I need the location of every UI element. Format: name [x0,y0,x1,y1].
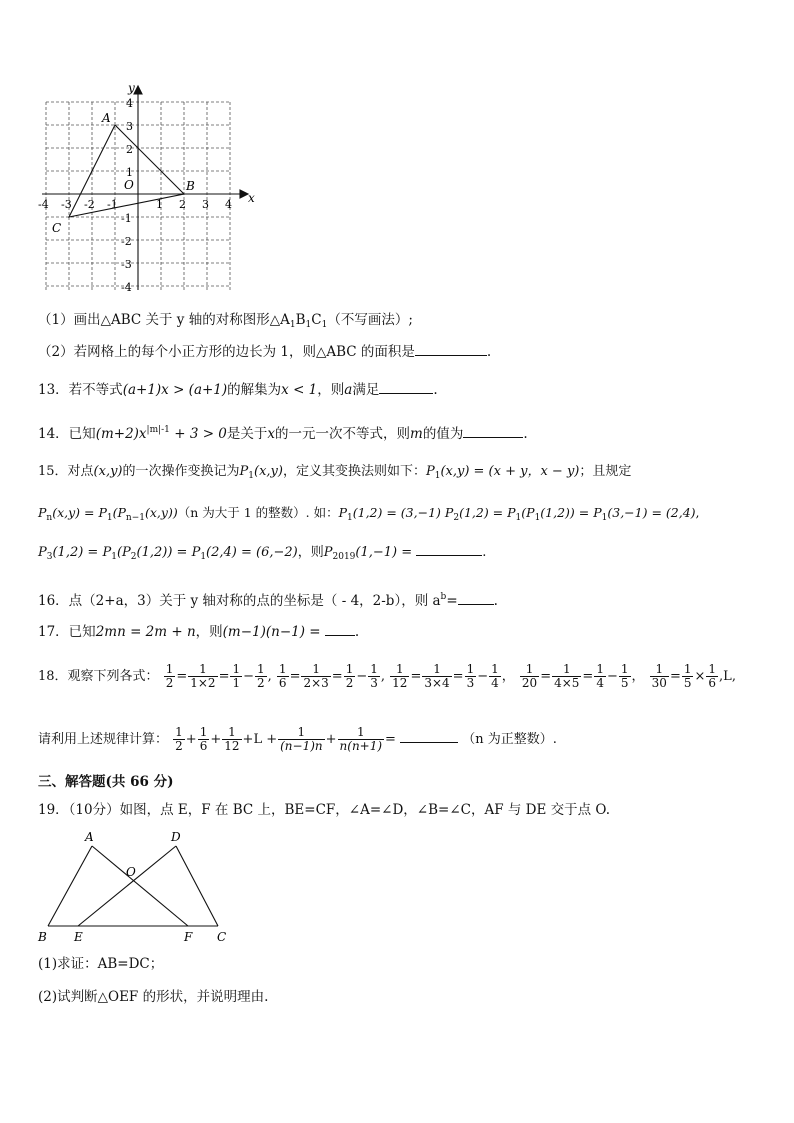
y-tick: 3 [126,120,133,133]
question-19-sub2: (2)试判断△OEF 的形状，并说明理由. [38,989,269,1005]
y-tick: 1 [126,166,133,179]
y-tick-labels [121,97,133,294]
label-a: A [85,830,94,844]
label-b: B [38,930,47,944]
answer-blank[interactable] [325,623,355,636]
question-18-line2: 请利用上述规律计算： $\frac{1}{2}$ + $\frac{1}{6}$ + $\frac{1}{12}$ +L + $\frac{1}{(n-1)n}$ + $\frac{1}{n(n+1)}$ = （n 为正整数）. [38,725,557,753]
q12-part2: （2）若网格上的每个小正方形的边长为 1，则△ABC 的面积是 . [38,344,492,360]
label-d: D [171,830,181,844]
y-tick: -2 [121,235,132,248]
origin-label: O [124,178,134,192]
x-tick: -2 [84,198,95,211]
question-13: 13．若不等式(a+1)x > (a+1)的解集为x < 1，则a满足 . [38,382,438,398]
answer-blank[interactable] [379,381,433,394]
answer-blank[interactable] [458,592,494,605]
label-f: F [184,930,193,944]
question-15-line3: $P_3(1,2) = P_1(P_2(1,2)) = P_1(2,4) = (6,-2)$，则$P_{2019}(1,-1)$ = . [38,545,487,562]
question-19-sub1: (1)求证：AB=DC； [38,956,164,972]
question-17: 17．已知2mn = 2m + n，则(m−1)(n−1) = . [38,624,360,640]
point-label-c: C [52,221,62,235]
y-tick: 2 [126,143,133,156]
x-tick-labels [38,198,232,211]
point-label-a: A [102,111,111,125]
point-label-b: B [186,179,195,193]
axes [42,86,248,290]
question-19: 19．（10分）如图，点 E，F 在 BC 上，BE=CF，∠A=∠D，∠B=∠C，AF 与 DE 交于点 O. [38,802,610,818]
answer-blank[interactable] [400,730,458,743]
x-tick: 4 [225,198,232,211]
question-14: 14．已知$(m+2)x^{|m|-1} + 3 > 0$是关于x的一元一次不等式，则m的值为 . [38,425,528,442]
label-e: E [74,930,83,944]
coordinate-grid [30,80,260,300]
label-o: O [126,865,136,879]
y-axis-label: y [128,81,135,95]
q19-figure [34,826,234,946]
answer-blank[interactable] [463,425,523,438]
question-16: 16．点（2+a，3）关于 y 轴对称的点的坐标是（ - 4，2-b），则 $a^b=$ . [38,592,498,609]
question-15-line1: 15．对点(x,y)的一次操作变换记为$P_1(x,y)$，定义其变换法则如下：$P_1(x,y) = (x + y$，x − y)；且规定 [38,464,632,481]
question-18-line1: 18．观察下列各式： $\frac{1}{2}$ = $\frac{1}{1\times 2}$ = $\frac{1}{1}$ − $\frac{1}{2}$ , $\frac{1}{6}$ = $\frac{1}{2\times 3}$ = $\frac{1}{2}$ − $\frac{1}{3}$ , $\frac{1}{12}$ = $\frac{1}{3\times 4}$ = $\frac{1}{3}$ − $\frac{1}{4}$ ， $\frac{1}{20}$ = $\frac{1}{4\times 5}$ = $\frac{1}{4}$ − $\frac{1}{5}$ ， $\frac{1}{30}$ = $\frac{1}{5}$ × $\frac{1}{6}$ ,L, [38,662,736,690]
section-heading: 三、解答题(共 66 分) [38,774,174,790]
y-tick: 4 [126,97,133,110]
x-axis-label: x [248,191,255,205]
x-tick: 3 [202,198,209,211]
x-tick: -1 [107,198,118,211]
y-tick: -3 [121,258,132,271]
x-tick: -4 [38,198,49,211]
answer-blank[interactable] [416,543,482,556]
x-tick: 1 [156,198,163,211]
y-tick: -1 [121,212,132,225]
q12-part1: （1）画出△ABC 关于 y 轴的对称图形$\triangle A_1B_1C_1$（不写画法）; [38,312,413,330]
y-tick: -4 [121,281,132,294]
answer-blank[interactable] [415,343,487,356]
question-15-line2: $P_n(x,y) = P_1(P_{n-1}(x,y))(n$ 为大于 1 的整数）. 如：$P_1(1,2) = (3,-1) P_2(1,2) = P_1(P_1(1,2)) = P_1(3,-1) = (2,4)$, [38,505,700,523]
label-c: C [217,930,227,944]
x-tick: -3 [61,198,72,211]
x-tick: 2 [179,198,186,211]
